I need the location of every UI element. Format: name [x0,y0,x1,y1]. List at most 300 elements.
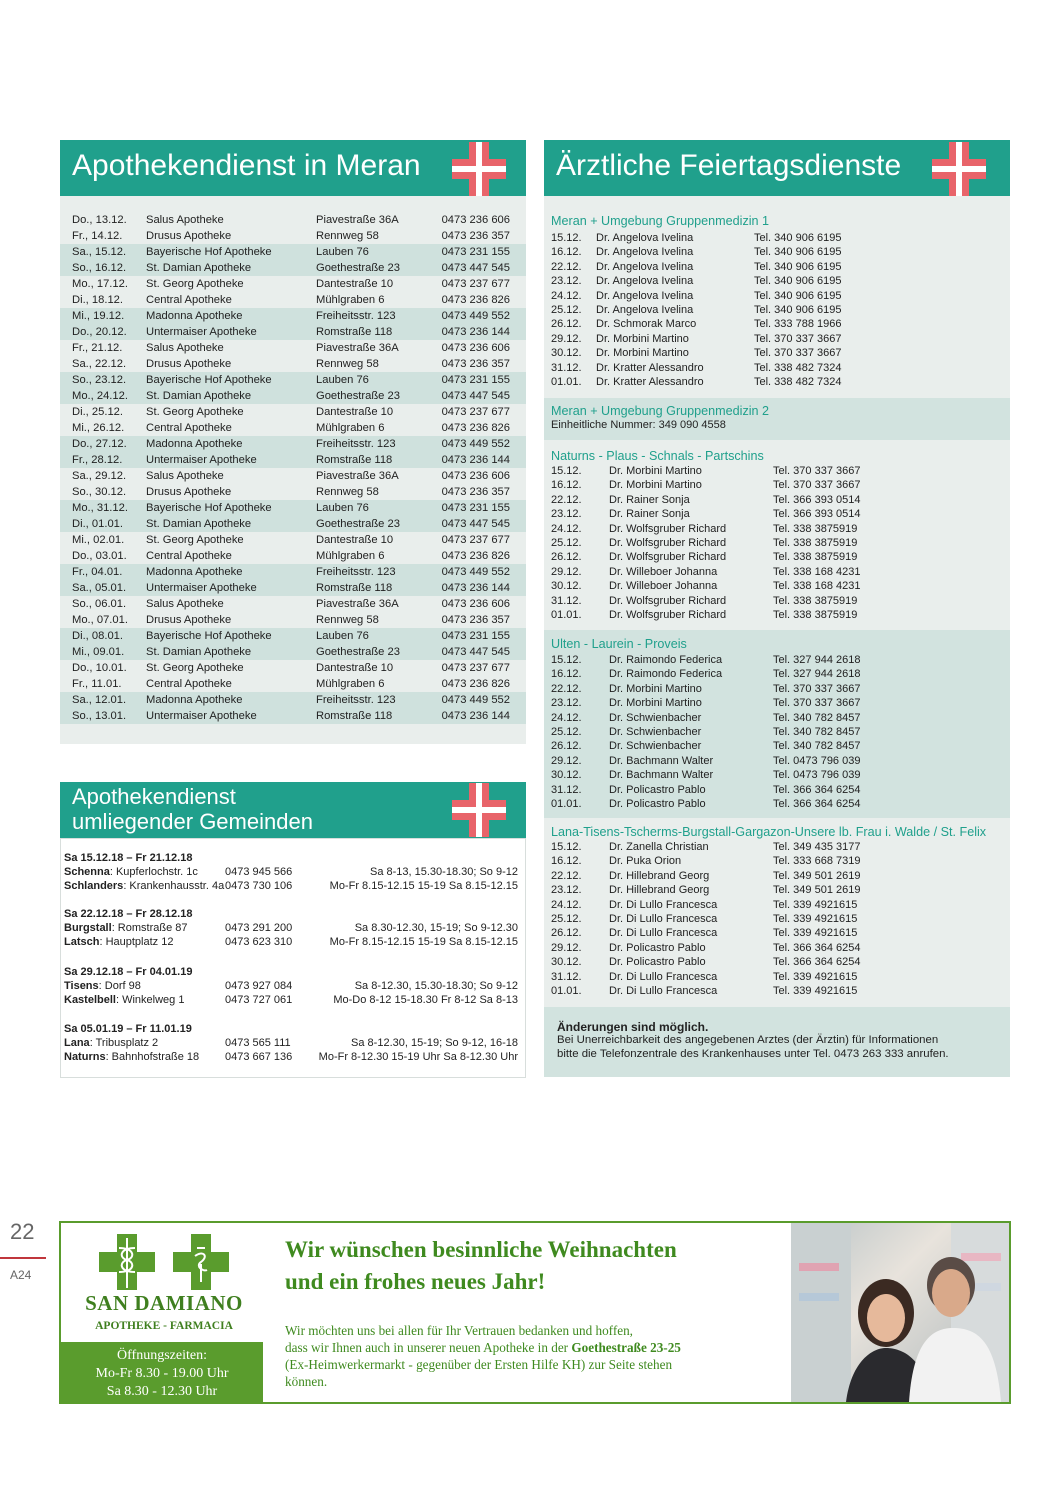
pharmacy-name: Central Apotheke [146,294,232,306]
pharmacy-date: So., 16.12. [72,262,127,274]
pharmacy-date: Mi., 19.12. [72,310,125,322]
pharmacy-date: Do., 20.12. [72,326,127,338]
doctor-name: Dr. Puka Orion [609,855,682,868]
pharmacy-phone: 0473 236 357 [441,486,510,498]
pharmacy-name: Untermaiser Apotheke [146,582,257,594]
doctor-name: Dr. Angelova Ivelina [596,232,694,244]
doctor-row [544,536,1010,550]
pharmacy-name: Drusus Apotheke [146,358,232,370]
pharmacy-row [60,548,526,564]
pharmacy-line [64,921,522,935]
pharmacy-location [64,865,198,879]
doctor-date: 29.12. [551,941,582,954]
week-heading: Sa 15.12.18 – Fr 21.12.18 [64,852,193,864]
pharmacy-row [60,372,526,388]
pharmacy-address: Romstraße 118 [316,582,393,594]
doctor-date: 26.12. [551,740,582,753]
pharmacy-phone: 0473 237 677 [441,406,510,418]
doctor-date: 29.12. [551,565,582,578]
pharmacy-name: St. Georg Apotheke [146,534,244,546]
doctor-row [544,883,1010,897]
pharmacy-address: Goethestraße 23 [316,390,400,402]
doctor-date: 22.12. [551,682,582,695]
page-number-divider [0,1257,46,1259]
doctor-phone: Tel. 327 944 2618 [773,668,861,681]
pharmacy-phone: 0473 447 545 [441,518,510,530]
doctor-date: 01.01. [551,375,582,388]
pharmacy-date: Do., 03.01. [72,550,127,562]
doctor-date: 23.12. [551,697,582,710]
pharmacy-address: Romstraße 118 [316,710,393,722]
doctor-phone: Tel. 366 364 6254 [773,956,861,969]
doctor-phone: Tel. 338 168 4231 [773,580,861,593]
doctor-date: 23.12. [551,884,582,897]
pharmacy-name: Drusus Apotheke [146,614,232,626]
doctor-row [544,711,1010,725]
pharmacy-address: Lauben 76 [316,502,369,514]
pharmacy-name: Bayerische Hof Apotheke [146,374,272,386]
doctor-phone: Tel. 366 364 6254 [773,783,861,796]
doctor-name: Dr. Angelova Ivelina [596,246,694,259]
opening-hours: Sa 8-12.30, 15.30-18.30; So 9-12 [354,980,518,992]
pharmacy-date: Mi., 09.01. [72,646,125,658]
pharmacy-phone: 0473 237 677 [441,278,510,290]
pharmacy-date: Do., 13.12. [72,214,127,226]
doctor-date: 16.12. [551,246,582,259]
doctor-phone: Tel. 340 906 6195 [754,232,842,244]
doctor-phone: Tel. 338 3875919 [773,522,858,535]
doctor-name: Dr. Angelova Ivelina [596,289,694,302]
pharmacy-date: Fr., 28.12. [72,454,123,466]
pharmacy-address: Romstraße 118 [316,454,393,466]
pharmacy-date: Mo., 17.12. [72,278,128,290]
pharmacy-location [64,935,173,949]
pharmacy-phone: 0473 449 552 [441,310,510,322]
doctor-name: Dr. Rainer Sonja [609,493,690,506]
doctor-date: 15.12. [551,654,582,666]
doctor-row [544,783,1010,797]
pharmacy-date: Sa., 15.12. [72,246,127,258]
doctor-date: 22.12. [551,869,582,882]
ad-body-line-2: dass wir Ihnen auch in unserer neuen Apotheke in der Goethestraße 23-25 [285,1340,681,1355]
pharmacy-phone: 0473 236 606 [441,214,510,226]
opening-hours-box [61,1342,263,1404]
doctor-phone: Tel. 370 337 3667 [773,479,861,492]
staff-photo [791,1223,1009,1402]
pharmacy-phone: 0473 447 545 [441,262,510,274]
doctor-date: 15.12. [551,841,582,853]
place-address: : Kupferlochstr. 1c [109,866,198,878]
pharmacy-name: Untermaiser Apotheke [146,454,257,466]
doctor-date: 16.12. [551,855,582,868]
pharmacy-row [60,564,526,580]
ad-headline-1: Wir wünschen besinnliche Weihnachten [285,1237,677,1262]
doctor-phone: Tel. 339 4921615 [773,984,858,997]
doctor-phone: Tel. 349 501 2619 [773,869,861,882]
doctor-row [544,594,1010,608]
doctor-name: Dr. Wolfsgruber Richard [609,536,727,549]
pharmacy-name: Drusus Apotheke [146,486,232,498]
pharmacy-address: Piavestraße 36A [316,342,399,354]
doctor-name: Dr. Morbini Martino [609,479,702,492]
pharmacy-address: Piavestraße 36A [316,470,399,482]
place-name: Lana [64,1037,90,1049]
caduceus-icon [99,1234,155,1290]
pharmacy-name: Salus Apotheke [146,342,224,354]
pharmacy-gemeinden-title-2: umliegender Gemeinden [72,809,313,834]
pharmacy-row [60,452,526,468]
pharmacy-date: Fr., 11.01. [72,678,122,690]
doctor-phone: Tel. 340 906 6195 [754,246,842,259]
doctor-name: Dr. Di Lullo Francesca [609,912,718,925]
doctor-row [544,375,1010,389]
doctor-name: Dr. Hillebrand Georg [609,884,710,897]
doctor-name: Dr. Schwienbacher [609,711,702,724]
doctor-date: 24.12. [551,898,582,911]
pharmacy-address: Dantestraße 10 [316,406,394,418]
pharmacy-phone: 0473 447 545 [441,390,510,402]
pharmacy-row [60,404,526,420]
pharmacy-phone: 0473 231 155 [441,374,510,386]
pharmacy-row [60,324,526,340]
pharmacy-row [60,308,526,324]
place-address: : Romstraße 87 [111,922,188,934]
doctor-name: Dr. Zanella Christian [609,841,709,853]
red-cross-icon [932,142,986,196]
doctor-name: Dr. Di Lullo Francesca [609,927,718,940]
pharmacy-name: Bayerische Hof Apotheke [146,502,272,514]
doctor-phone: Tel. 338 3875919 [773,536,858,549]
pharmacy-meran-title: Apothekendienst in Meran [72,149,421,182]
doctor-date: 15.12. [551,465,582,477]
doctor-phone: Tel. 366 393 0514 [773,493,861,506]
pharmacy-row [60,500,526,516]
pharmacy-name: Central Apotheke [146,422,232,434]
pharmacy-phone: 0473 236 357 [441,358,510,370]
pharmacy-line [64,935,522,949]
pharmacy-location [64,993,184,1007]
pharmacy-location [64,1036,158,1050]
doctor-row [544,274,1010,288]
place-address: : Dorf 98 [98,980,141,992]
pharmacy-phone: 0473 449 552 [441,566,510,578]
doctor-row [544,955,1010,969]
pharmacy-row [60,468,526,484]
pharmacy-name: Madonna Apotheke [146,566,243,578]
pharmacy-date: So., 06.01. [72,598,127,610]
pharmacy-address: Freiheitsstr. 123 [316,566,396,578]
doctor-date: 23.12. [551,275,582,288]
pharmacy-address: Rennweg 58 [316,486,379,498]
pharmacy-date: Sa., 22.12. [72,358,127,370]
pharmacy-phone: 0473 236 826 [441,678,510,690]
doctor-name: Dr. Policastro Pablo [609,956,706,969]
pharmacy-date: Sa., 29.12. [72,470,127,482]
pharmacy-name: St. Damian Apotheke [146,390,252,402]
doctor-row [544,565,1010,579]
doctor-phone: Tel. 370 337 3667 [773,682,861,695]
pharmacy-phone: 0473 236 357 [441,614,510,626]
pharmacy-address: Lauben 76 [316,246,369,258]
pharmacy-address: Lauben 76 [316,374,369,386]
pharmacy-name: Madonna Apotheke [146,438,243,450]
pharmacy-address: Goethestraße 23 [316,518,400,530]
doctors-header [544,140,1010,196]
doctor-group-title: Meran + Umgebung Gruppenmedizin 1 [551,214,770,228]
changes-line-2: bitte die Telefonzentrale des Krankenhauses unter Tel. 0473 263 333 anrufen. [557,1048,949,1060]
doctor-group-panel [544,196,1010,398]
doctor-row [544,522,1010,536]
pharmacy-row [60,420,526,436]
doctor-name: Dr. Willeboer Johanna [609,565,718,578]
pharmacy-date: Sa., 12.01. [72,694,127,706]
doctor-row [544,317,1010,331]
doctor-phone: Tel. 340 782 8457 [773,725,861,738]
pharmacy-phone: 0473 667 136 [225,1051,293,1063]
doctor-name: Dr. Morbini Martino [609,465,702,477]
doctor-date: 01.01. [551,608,582,621]
pharmacy-meran-header [60,140,526,196]
pharmacy-address: Mühlgraben 6 [316,294,385,306]
pharmacy-row [60,532,526,548]
doctor-date: 30.12. [551,347,582,360]
doctor-group-title: Ulten - Laurein - Proveis [551,637,687,651]
red-cross-icon [452,142,506,196]
doctor-phone: Tel. 366 364 6254 [773,797,861,810]
doctor-date: 24.12. [551,711,582,724]
doctor-date: 29.12. [551,332,582,345]
pharmacy-location [64,979,141,993]
doctor-date: 24.12. [551,289,582,302]
pharmacy-name: Madonna Apotheke [146,310,243,322]
pharmacy-address: Goethestraße 23 [316,646,400,658]
place-name: Kastelbell [64,994,116,1006]
doctor-phone: Tel. 333 668 7319 [773,855,861,868]
doctor-date: 30.12. [551,956,582,969]
doctor-row [544,303,1010,317]
doctor-name: Dr. Raimondo Federica [609,668,723,681]
pharmacy-phone: 0473 231 155 [441,502,510,514]
pharmacy-phone: 0473 236 826 [441,422,510,434]
ad-body-line-4: können. [285,1374,328,1389]
doctor-row [544,696,1010,710]
doctor-row [544,898,1010,912]
pharmacy-date: Sa., 05.01. [72,582,127,594]
pharmacy-date: Fr., 14.12. [72,230,123,242]
pharmacy-date: Do., 27.12. [72,438,127,450]
pharmacy-address: Romstraße 118 [316,326,393,338]
week-heading: Sa 22.12.18 – Fr 28.12.18 [64,908,193,920]
doctor-phone: Tel. 366 393 0514 [773,508,861,521]
pharmacy-date: So., 13.01. [72,710,127,722]
opening-hours: Mo-Fr 8-12.30 15-19 Uhr Sa 8-12.30 Uhr [318,1051,518,1063]
pharmacy-phone: 0473 236 606 [441,598,510,610]
doctor-phone: Tel. 338 3875919 [773,551,858,564]
doctor-phone: Tel. 340 906 6195 [754,260,842,273]
pharmacy-phone: 0473 730 106 [225,880,293,892]
doctor-row [544,260,1010,274]
pharmacy-phone: 0473 236 357 [441,230,510,242]
doctor-phone: Tel. 340 906 6195 [754,275,842,288]
doctor-date: 31.12. [551,361,582,374]
pharmacy-name: Madonna Apotheke [146,694,243,706]
pharmacy-name: St. Damian Apotheke [146,262,252,274]
pharmacy-row [60,340,526,356]
pharmacy-date: Mo., 07.01. [72,614,128,626]
pharmacy-row [60,244,526,260]
doctor-row [544,478,1010,492]
pharmacy-name: Drusus Apotheke [146,230,232,242]
doctor-name: Dr. Willeboer Johanna [609,580,718,593]
doctor-name: Dr. Bachmann Walter [609,754,714,767]
doctor-group-title: Lana-Tisens-Tscherms-Burgstall-Gargazon-Unsere lb. Frau i. Walde / St. Felix [551,825,987,839]
pharmacy-address: Mühlgraben 6 [316,550,385,562]
doctor-phone: Tel. 338 168 4231 [773,565,861,578]
doctor-name: Dr. Angelova Ivelina [596,275,694,288]
pharmacy-phone: 0473 727 061 [225,994,293,1006]
doctor-date: 26.12. [551,927,582,940]
opening-hours: Mo-Fr 8.15-12.15 15-19 Sa 8.15-12.15 [329,936,518,948]
page-number: 22 [10,1219,35,1244]
opening-hours-weekday: Mo-Fr 8.30 - 19.00 Uhr [95,1366,229,1381]
doctor-name: Dr. Kratter Alessandro [596,375,704,388]
doctor-group-panel [544,440,1010,630]
pharmacy-name: Bayerische Hof Apotheke [146,246,272,258]
doctor-date: 25.12. [551,725,582,738]
pharmacy-row [60,484,526,500]
doctors-title: Ärztliche Feiertagsdienste [556,149,902,182]
pharmacy-date: Fr., 04.01. [72,566,123,578]
doctor-name: Dr. Policastro Pablo [609,783,706,796]
opening-hours-title: Öffnungszeiten: [117,1348,207,1363]
pharmacy-row [60,436,526,452]
pharmacy-address: Rennweg 58 [316,358,379,370]
doctor-phone: Tel. 338 3875919 [773,608,858,621]
doctor-group-title: Naturns - Plaus - Schnals - Partschins [551,449,764,463]
pharmacy-address: Dantestraße 10 [316,278,394,290]
doctor-name: Dr. Policastro Pablo [609,941,706,954]
doctor-phone: Tel. 0473 796 039 [773,769,861,782]
pharmacy-phone: 0473 236 826 [441,550,510,562]
pharmacy-date: Fr., 21.12. [72,342,123,354]
doctor-date: 22.12. [551,493,582,506]
changes-title: Änderungen sind möglich. [557,1020,709,1034]
pharmacy-address: Freiheitsstr. 123 [316,438,396,450]
doctor-name: Dr. Morbini Martino [596,332,689,345]
doctor-date: 01.01. [551,984,582,997]
doctor-name: Dr. Di Lullo Francesca [609,970,718,983]
pharmacy-phone: 0473 945 566 [225,866,293,878]
doctor-row [544,653,1010,667]
pharmacy-date: Mi., 26.12. [72,422,125,434]
doctor-phone: Tel. 338 482 7324 [754,375,842,388]
pharmacy-phone: 0473 236 826 [441,294,510,306]
pharmacy-line [64,1050,522,1064]
doctor-row [544,970,1010,984]
pharmacy-address: Piavestraße 36A [316,598,399,610]
doctor-name: Dr. Schmorak Marco [596,318,697,331]
pharmacy-address: Piavestraße 36A [316,214,399,226]
doctor-row [544,464,1010,478]
pharmacy-name: Untermaiser Apotheke [146,710,257,722]
place-name: Schenna [64,866,110,878]
doctor-group-panel [544,398,1010,440]
pharmacy-phone: 0473 231 155 [441,630,510,642]
pharmacy-row [60,676,526,692]
doctor-name: Dr. Morbini Martino [609,682,702,695]
opening-hours: Mo-Do 8-12 15-18.30 Fr 8-12 Sa 8-13 [333,994,518,1006]
doctor-name: Dr. Hillebrand Georg [609,869,710,882]
doctor-phone: Tel. 370 337 3667 [754,347,842,360]
pharmacy-name: St. Georg Apotheke [146,662,244,674]
pharmacy-date: So., 30.12. [72,486,127,498]
ad-subbrand: APOTHEKE - FARMACIA [95,1320,233,1332]
pharmacy-line [64,993,522,1007]
doctor-name: Dr. Wolfsgruber Richard [609,522,727,535]
opening-hours: Mo-Fr 8.15-12.15 15-19 Sa 8.15-12.15 [329,880,518,892]
pharmacy-date: Di., 01.01. [72,518,123,530]
changes-line-1: Bei Unerreichbarkeit des angegebenen Arztes (der Ärztin) für Informationen [557,1034,939,1046]
doctor-name: Dr. Raimondo Federica [609,654,723,666]
pharmacy-phone: 0473 236 606 [441,470,510,482]
doctor-date: 01.01. [551,797,582,810]
pharmacy-location [64,879,224,893]
pharmacy-name: St. Georg Apotheke [146,278,244,290]
doctor-date: 16.12. [551,668,582,681]
pharmacy-name: Central Apotheke [146,678,232,690]
doctor-row [544,926,1010,940]
doctor-group-panel [544,818,1010,1007]
ad-headline-2: und ein frohes neues Jahr! [285,1269,546,1294]
doctor-row [544,797,1010,811]
place-name: Burgstall [64,922,112,934]
pharmacy-date: Mi., 02.01. [72,534,125,546]
pharmacy-phone: 0473 291 200 [225,922,293,934]
pharmacy-date: Mo., 24.12. [72,390,128,402]
place-address: : Hauptplatz 12 [99,936,174,948]
doctor-phone: Tel. 370 337 3667 [773,697,861,710]
doctor-name: Dr. Wolfsgruber Richard [609,608,727,621]
pharmacy-phone: 0473 449 552 [441,438,510,450]
doctor-date: 30.12. [551,580,582,593]
ad-body-line-3: (Ex-Heimwerkermarkt - gegenüber der Ersten Hilfe KH) zur Seite stehen [285,1357,673,1372]
pharmacy-date: Di., 25.12. [72,406,123,418]
pharmacy-date: Di., 18.12. [72,294,123,306]
pharmacy-week-block [64,965,522,1007]
pharmacy-date: So., 23.12. [72,374,127,386]
doctor-phone: Tel. 370 337 3667 [773,465,861,477]
doctor-date: 29.12. [551,754,582,767]
doctor-phone: Tel. 339 4921615 [773,898,858,911]
pharmacy-address: Goethestraße 23 [316,262,400,274]
doctor-name: Dr. Wolfsgruber Richard [609,594,727,607]
red-cross-icon [452,783,506,837]
doctor-name: Dr. Schwienbacher [609,725,702,738]
doctor-phone: Tel. 340 906 6195 [754,289,842,302]
pharmacy-address: Mühlgraben 6 [316,678,385,690]
place-address: : Winkelweg 1 [115,994,185,1006]
ad-brand: SAN DAMIANO [85,1291,243,1315]
doctor-row [544,768,1010,782]
week-heading: Sa 29.12.18 – Fr 04.01.19 [64,966,193,978]
opening-hours-saturday: Sa 8.30 - 12.30 Uhr [106,1384,218,1399]
pharmacy-phone: 0473 236 144 [441,326,510,338]
pharmacy-phone: 0473 447 545 [441,646,510,658]
pharmacy-phone: 0473 236 144 [441,454,510,466]
page-code: A24 [10,1268,32,1282]
doctor-date: 30.12. [551,769,582,782]
doctor-name: Dr. Kratter Alessandro [596,361,704,374]
